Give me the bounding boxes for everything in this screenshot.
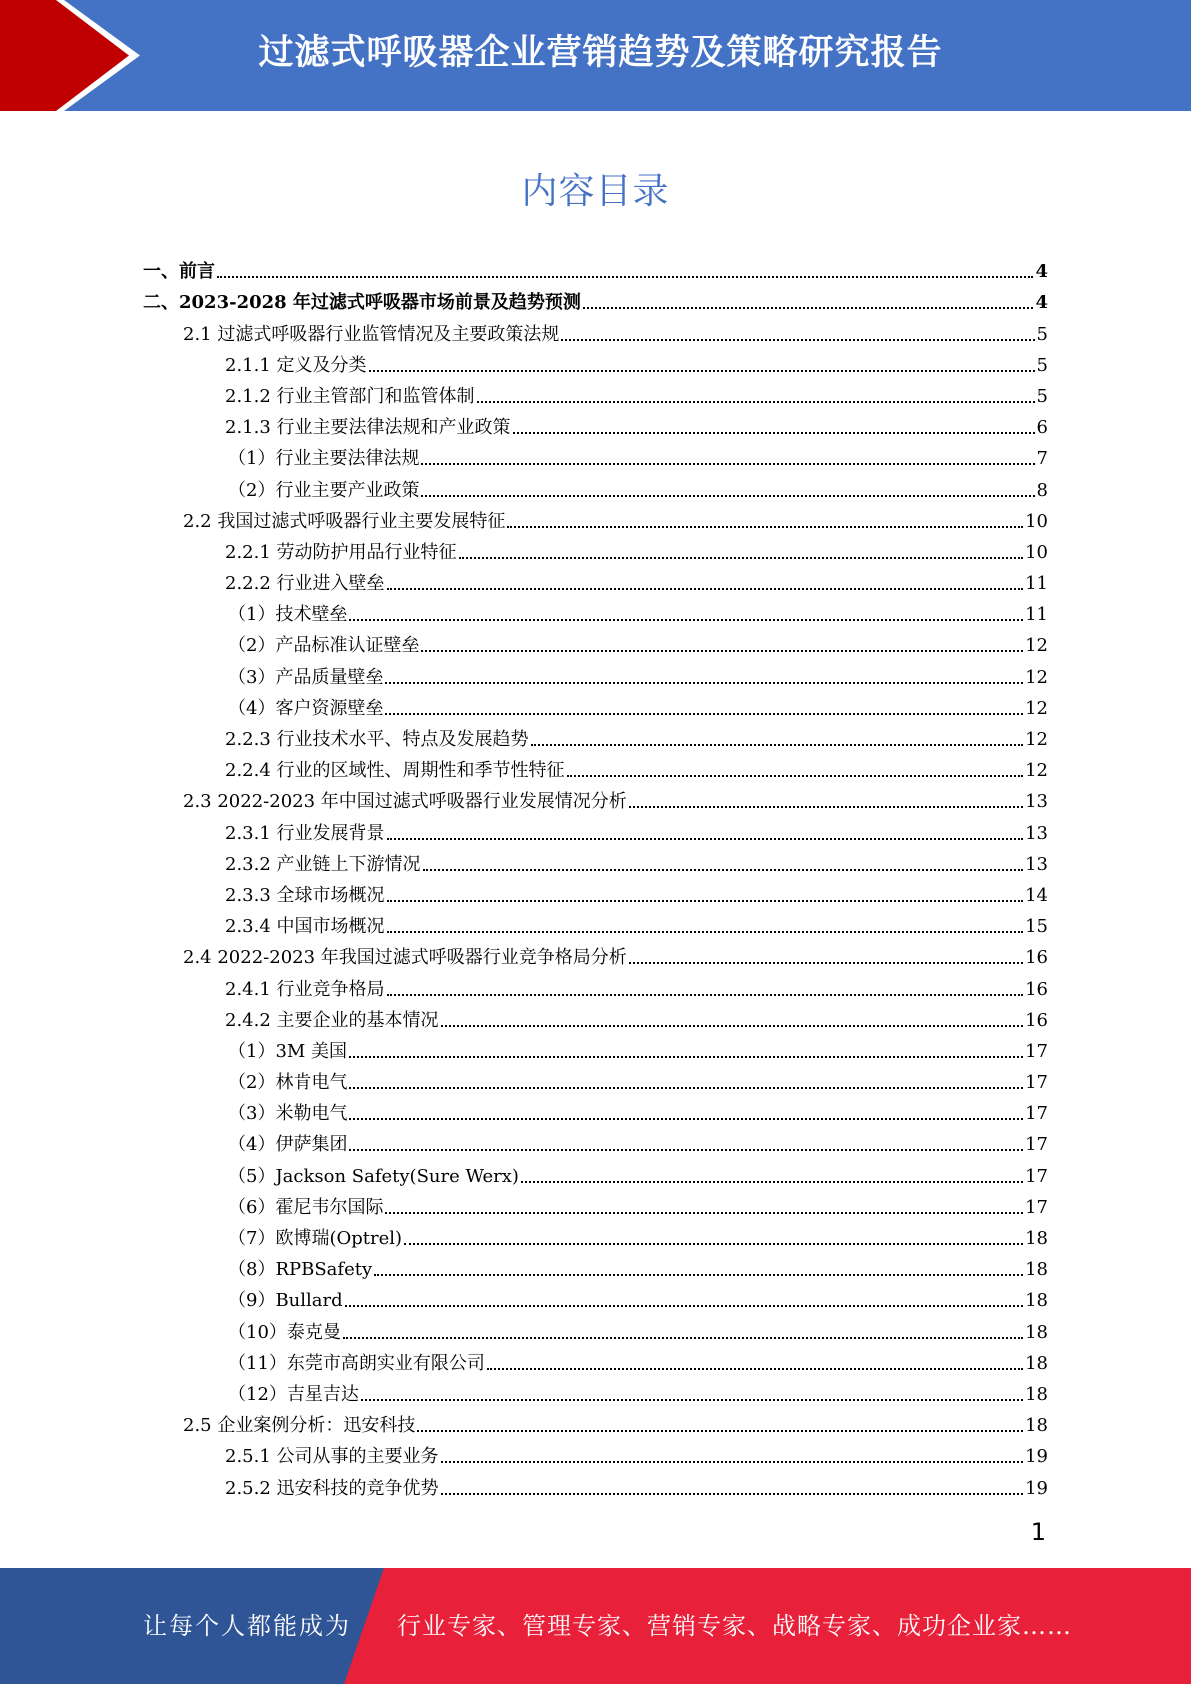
toc-entry-page: 12 — [1025, 760, 1048, 782]
toc-entry-title: 2.5 企业案例分析：迅安科技 — [183, 1415, 416, 1437]
toc-entry-page: 4 — [1035, 261, 1048, 283]
toc-entry-title: （8）RPBSafety — [228, 1259, 373, 1281]
toc-entry-title: 2.2.3 行业技术水平、特点及发展趋势 — [225, 729, 529, 750]
toc-entry[interactable] — [0, 1313, 1191, 1344]
toc-entry-page: 12 — [1025, 697, 1048, 719]
toc-entry-title: 2.2.1 劳动防护用品行业特征 — [225, 541, 457, 563]
toc-entry[interactable] — [0, 378, 1191, 409]
toc-entry[interactable] — [0, 1002, 1191, 1033]
toc-entry[interactable] — [0, 1189, 1191, 1220]
toc-entry-page: 18 — [1025, 1352, 1048, 1374]
toc-entry-title: 2.5.2 迅安科技的竞争优势 — [225, 1477, 439, 1499]
toc-dot-leader — [369, 365, 1035, 372]
toc-dot-leader — [385, 677, 1023, 684]
toc-entry[interactable] — [0, 1407, 1191, 1438]
toc-entry-page: 17 — [1025, 1134, 1048, 1156]
toc-entry-title: （2）行业主要产业政策 — [228, 479, 420, 501]
toc-dot-leader — [513, 427, 1035, 434]
toc-entry[interactable] — [0, 409, 1191, 440]
toc-dot-leader — [421, 490, 1034, 497]
toc-entry-page: 10 — [1025, 510, 1048, 532]
toc-dot-leader — [349, 614, 1023, 621]
toc-dot-leader — [629, 957, 1023, 964]
toc-entry-title: 2.3 2022-2023 年中国过滤式呼吸器行业发展情况分析 — [183, 791, 627, 813]
toc-entry-title: 2.3.1 行业发展背景 — [225, 822, 385, 844]
toc-entry-page: 16 — [1025, 947, 1048, 969]
toc-entry-page: 12 — [1025, 729, 1048, 750]
toc-entry[interactable] — [0, 908, 1191, 939]
toc-entry[interactable] — [0, 596, 1191, 627]
toc-entry-title: 2.1.2 行业主管部门和监管体制 — [225, 385, 475, 407]
report-title: 过滤式呼吸器企业营销趋势及策略研究报告 — [258, 33, 943, 73]
toc-entry-page: 18 — [1025, 1321, 1048, 1343]
toc-entry-page: 14 — [1025, 884, 1048, 906]
toc-entry-title: 2.2.2 行业进入壁垒 — [225, 573, 385, 595]
toc-dot-leader — [441, 1456, 1024, 1463]
footer-slogan-left: 让每个人都能成为 — [143, 1612, 351, 1640]
toc-entry-page: 12 — [1025, 666, 1048, 688]
toc-entry[interactable] — [0, 503, 1191, 534]
toc-entry-title: 2.2 我国过滤式呼吸器行业主要发展特征 — [183, 510, 506, 532]
toc-dot-leader — [374, 1269, 1023, 1276]
toc-entry[interactable] — [0, 1095, 1191, 1126]
toc-entry[interactable] — [0, 1345, 1191, 1376]
toc-dot-leader — [217, 271, 1033, 278]
toc-entry-page: 19 — [1025, 1477, 1048, 1499]
toc-entry[interactable] — [0, 846, 1191, 877]
toc-entry-title: 2.2.4 行业的区域性、周期性和季节性特征 — [225, 760, 565, 782]
toc-dot-leader — [349, 1144, 1023, 1151]
toc-entry-title: （11）东莞市高朗实业有限公司 — [228, 1352, 485, 1374]
toc-dot-leader — [441, 1488, 1024, 1495]
toc-entry[interactable] — [0, 471, 1191, 502]
toc-entry[interactable] — [0, 1282, 1191, 1313]
toc-entry-title: （9）Bullard — [228, 1290, 343, 1312]
toc-dot-leader — [507, 521, 1023, 528]
toc-entry[interactable] — [0, 1033, 1191, 1064]
toc-entry-title: （1）3M 美国 — [228, 1040, 348, 1062]
toc-entry[interactable] — [0, 284, 1191, 315]
toc-entry-title: （2）林肯电气 — [228, 1072, 348, 1094]
toc-entry-page: 6 — [1036, 417, 1048, 439]
toc-entry-page: 13 — [1025, 822, 1048, 844]
toc-entry-page: 17 — [1025, 1196, 1048, 1218]
toc-entry-title: 一、前言 — [143, 261, 215, 283]
toc-dot-leader — [387, 926, 1024, 933]
toc-entry[interactable] — [0, 783, 1191, 814]
toc-entry-page: 5 — [1036, 323, 1048, 345]
toc-entry-title: （1）行业主要法律法规 — [228, 448, 420, 470]
toc-dot-leader — [387, 833, 1024, 840]
toc-entry-page: 11 — [1025, 573, 1048, 595]
toc-entry-title: （1）技术壁垒 — [228, 604, 348, 626]
toc-entry[interactable] — [0, 534, 1191, 565]
toc-entry-page: 13 — [1025, 791, 1048, 813]
toc-entry-title: 2.4.1 行业竞争格局 — [225, 978, 385, 1000]
toc-entry[interactable] — [0, 1064, 1191, 1095]
toc-entry-page: 7 — [1036, 448, 1048, 470]
toc-entry[interactable] — [0, 1438, 1191, 1469]
toc-dot-leader — [487, 1363, 1023, 1370]
toc-dot-leader — [421, 458, 1034, 465]
toc-dot-leader — [361, 1394, 1023, 1401]
toc-entry-page: 18 — [1025, 1415, 1048, 1437]
toc-dot-leader — [385, 708, 1023, 715]
toc-dot-leader — [531, 739, 1024, 746]
toc-entry[interactable] — [0, 970, 1191, 1001]
toc-entry[interactable] — [0, 1157, 1191, 1188]
toc-entry-title: 2.4 2022-2023 年我国过滤式呼吸器行业竞争格局分析 — [183, 947, 627, 969]
toc-dot-leader — [404, 1238, 1023, 1245]
toc-entry-page: 16 — [1025, 978, 1048, 1000]
toc-entry-page: 15 — [1025, 916, 1048, 938]
toc-dot-leader — [349, 1051, 1023, 1058]
toc-entry[interactable] — [0, 1251, 1191, 1282]
toc-entry-title: （10）泰克曼 — [228, 1321, 341, 1343]
toc-entry-page: 18 — [1025, 1383, 1048, 1405]
toc-entry-title: 二、2023-2028 年过滤式呼吸器市场前景及趋势预测 — [143, 292, 581, 314]
toc-entry[interactable] — [0, 1220, 1191, 1251]
toc-entry-page: 16 — [1025, 1009, 1048, 1031]
toc-entry-title: （7）欧博瑞(Optrel) — [228, 1228, 403, 1249]
toc-entry-title: 2.1 过滤式呼吸器行业监管情况及主要政策法规 — [183, 323, 560, 345]
toc-dot-leader — [441, 1020, 1024, 1027]
toc-entry[interactable] — [0, 658, 1191, 689]
toc-dot-leader — [343, 1332, 1023, 1339]
toc-entry-page: 12 — [1025, 635, 1048, 657]
toc-entry[interactable] — [0, 814, 1191, 845]
toc-entry-page: 17 — [1025, 1103, 1048, 1125]
toc-entry-page: 18 — [1025, 1228, 1048, 1249]
toc-entry-page: 19 — [1025, 1446, 1048, 1468]
toc-dot-leader — [423, 864, 1024, 871]
toc-entry[interactable] — [0, 253, 1191, 284]
toc-dot-leader — [421, 645, 1023, 652]
toc-entry-page: 5 — [1036, 385, 1048, 407]
toc-entry-page: 5 — [1036, 354, 1048, 376]
toc-entry-title: （6）霍尼韦尔国际 — [228, 1196, 384, 1218]
toc-dot-leader — [349, 1113, 1023, 1120]
toc-entry-page: 8 — [1036, 479, 1048, 501]
toc-entry[interactable] — [0, 690, 1191, 721]
table-of-contents — [0, 253, 1191, 1501]
toc-entry-title: 2.3.2 产业链上下游情况 — [225, 853, 421, 875]
toc-entry-page: 4 — [1035, 292, 1048, 314]
toc-dot-leader — [583, 302, 1034, 309]
toc-entry-title: （3）米勒电气 — [228, 1103, 348, 1125]
toc-entry-title: （5）Jackson Safety(Sure Werx) — [228, 1165, 519, 1187]
toc-entry[interactable] — [0, 440, 1191, 471]
toc-entry[interactable] — [0, 565, 1191, 596]
toc-entry-page: 11 — [1025, 604, 1048, 626]
footer-slogan-right: 行业专家、管理专家、营销专家、战略专家、成功企业家…… — [397, 1612, 1072, 1640]
toc-dot-leader — [477, 396, 1035, 403]
toc-entry-title: 2.3.4 中国市场概况 — [225, 916, 385, 938]
toc-entry[interactable] — [0, 1376, 1191, 1407]
toc-entry-title: 2.1.3 行业主要法律法规和产业政策 — [225, 417, 511, 439]
toc-entry-title: 2.1.1 定义及分类 — [225, 354, 367, 376]
toc-entry-title: 2.5.1 公司从事的主要业务 — [225, 1446, 439, 1468]
toc-entry-title: 2.4.2 主要企业的基本情况 — [225, 1009, 439, 1031]
toc-entry-page: 10 — [1025, 541, 1048, 563]
toc-entry-page: 17 — [1025, 1040, 1048, 1062]
toc-entry[interactable] — [0, 939, 1191, 970]
toc-entry[interactable] — [0, 315, 1191, 346]
toc-dot-leader — [521, 1176, 1023, 1183]
toc-entry-page: 18 — [1025, 1259, 1048, 1281]
footer-banner — [0, 1568, 1191, 1684]
toc-dot-leader — [387, 583, 1024, 590]
toc-entry-title: 2.3.3 全球市场概况 — [225, 884, 385, 906]
toc-entry[interactable] — [0, 752, 1191, 783]
toc-dot-leader — [387, 989, 1024, 996]
toc-entry-title: （3）产品质量壁垒 — [228, 666, 384, 688]
toc-dot-leader — [459, 552, 1024, 559]
toc-entry[interactable] — [0, 627, 1191, 658]
toc-entry-title: （4）伊萨集团 — [228, 1134, 348, 1156]
toc-dot-leader — [349, 1082, 1023, 1089]
toc-dot-leader — [417, 1425, 1023, 1432]
toc-heading: 内容目录 — [521, 171, 670, 212]
page-number: 1 — [1030, 1518, 1046, 1546]
toc-dot-leader — [629, 801, 1023, 808]
toc-entry[interactable] — [0, 721, 1191, 752]
toc-entry[interactable] — [0, 347, 1191, 378]
toc-dot-leader — [385, 1207, 1023, 1214]
toc-entry-page: 13 — [1025, 853, 1048, 875]
toc-entry-title: （2）产品标准认证壁垒 — [228, 635, 420, 657]
toc-entry-page: 17 — [1025, 1165, 1048, 1187]
toc-dot-leader — [345, 1300, 1023, 1307]
toc-entry-title: （4）客户资源壁垒 — [228, 697, 384, 719]
header-banner — [0, 0, 1191, 111]
toc-dot-leader — [567, 770, 1024, 777]
toc-entry-page: 18 — [1025, 1290, 1048, 1312]
toc-entry[interactable] — [0, 1126, 1191, 1157]
toc-entry[interactable] — [0, 1469, 1191, 1500]
toc-entry-page: 17 — [1025, 1072, 1048, 1094]
toc-dot-leader — [561, 334, 1034, 341]
toc-dot-leader — [387, 895, 1024, 902]
toc-entry[interactable] — [0, 877, 1191, 908]
toc-entry-title: （12）吉星吉达 — [228, 1383, 359, 1405]
